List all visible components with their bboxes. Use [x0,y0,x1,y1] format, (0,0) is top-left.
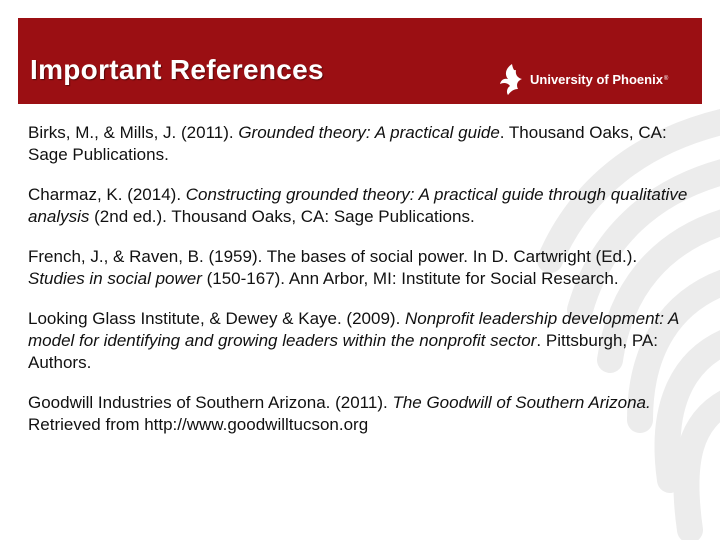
reference-item [28,308,698,374]
ref-title: Grounded theory: A practical guide [238,123,500,142]
ref-text: Goodwill Industries of Southern Arizona. (2011). [28,393,393,412]
title-banner [18,18,702,104]
reference-item [28,122,698,166]
registered-mark: ® [663,76,669,82]
ref-title: The Goodwill of Southern Arizona. [392,393,651,412]
ref-text: (2nd ed.). Thousand Oaks, CA: Sage Publications. [89,207,475,226]
ref-text: Charmaz, K. (2014). [28,185,186,204]
ref-text: Birks, M., & Mills, J. (2011). [28,123,239,142]
ref-text: (150-167). Ann Arbor, MI: Institute for Social Research. [201,269,619,288]
ref-text: Retrieved from http://www.goodwilltucson.org [28,415,369,434]
ref-text: . Thousand Oaks, CA: Sage Publications. [28,123,667,164]
ref-title: Constructing grounded theory: A practical guide through qualitative analysis [28,185,688,226]
reference-item [28,392,698,436]
phoenix-logo-icon [498,62,526,96]
ref-title: Studies in social power [28,269,202,288]
university-logo [498,62,668,96]
reference-item [28,246,698,290]
ref-text: French, J., & Raven, B. (1959). The bases of social power. In D. Cartwright (Ed.). [28,247,638,266]
reference-list [28,122,698,454]
logo-text: University of Phoenix [530,71,663,87]
page-title: Important References [30,54,324,85]
reference-item [28,184,698,228]
ref-title: Nonprofit leadership development: A model for identifying and growing leaders within the nonprofit sector [28,309,679,350]
ref-text: Looking Glass Institute, & Dewey & Kaye. (2009). [28,309,406,328]
ref-text: . Pittsburgh, PA: Authors. [28,331,658,372]
